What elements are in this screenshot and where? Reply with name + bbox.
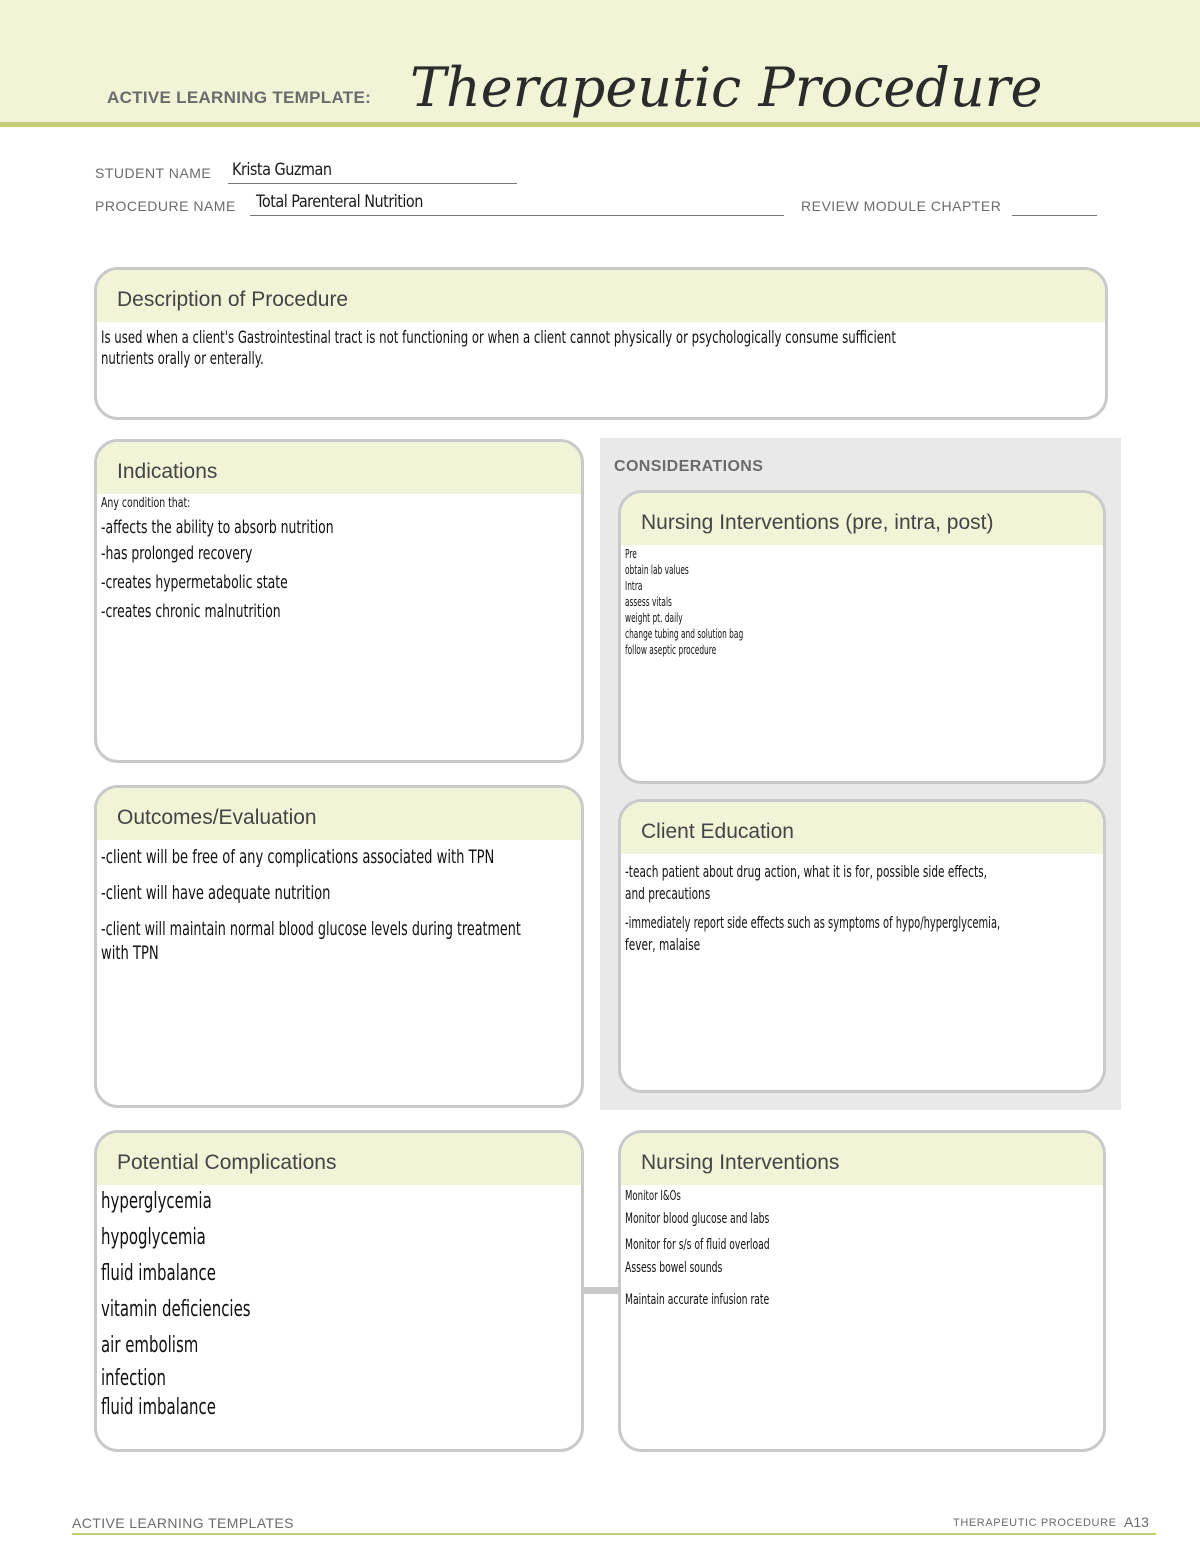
client-education-line: fever, malaise <box>625 935 701 954</box>
indications-line: Any condition that: <box>101 496 191 511</box>
complications-line: fluid imbalance <box>101 1261 216 1286</box>
box-connector <box>583 1287 621 1294</box>
client-education-title: Client Education <box>621 802 1103 854</box>
nursing-interventions-line: Maintain accurate infusion rate <box>625 1292 770 1308</box>
considerations-label: CONSIDERATIONS <box>614 458 764 475</box>
complications-line: infection <box>101 1366 166 1391</box>
nursing-pre-line: obtain lab values <box>625 563 689 577</box>
footer-right: THERAPEUTIC PROCEDURE <box>953 1517 1117 1529</box>
client-education-body <box>621 854 1103 954</box>
indications-line: -creates chronic malnutrition <box>101 601 281 622</box>
indications-box <box>94 439 584 763</box>
nursing-interventions-pre-title: Nursing Interventions (pre, intra, post) <box>621 493 1103 545</box>
template-label: ACTIVE LEARNING TEMPLATE: <box>107 88 372 107</box>
complications-body <box>97 1185 581 1420</box>
client-education-box <box>618 799 1106 1093</box>
complications-line: hypoglycemia <box>101 1225 206 1250</box>
outcomes-box <box>94 785 584 1108</box>
description-body <box>97 322 1105 369</box>
nursing-interventions-title: Nursing Interventions <box>621 1133 1103 1185</box>
page-number: A13 <box>1124 1514 1149 1530</box>
complications-box <box>94 1130 584 1452</box>
client-education-line: -teach patient about drug action, what it is for, possible side effects, <box>625 862 987 881</box>
nursing-interventions-box <box>618 1130 1106 1452</box>
nursing-pre-line: follow aseptic procedure <box>625 643 717 657</box>
header-rule <box>0 122 1200 127</box>
review-module-label: REVIEW MODULE CHAPTER <box>801 198 1002 214</box>
complications-line: hyperglycemia <box>101 1189 212 1214</box>
description-line: nutrients orally or enterally. <box>101 349 264 369</box>
outcomes-body <box>97 840 581 964</box>
description-title: Description of Procedure <box>97 270 1105 322</box>
nursing-interventions-body <box>621 1185 1103 1308</box>
indications-line: -affects the ability to absorb nutrition <box>101 517 334 538</box>
nursing-pre-line: weight pt. daily <box>625 611 683 625</box>
procedure-name-label: PROCEDURE NAME <box>95 198 236 214</box>
nursing-pre-line: Intra <box>625 579 643 593</box>
nursing-interventions-line: Monitor for s/s of fluid overload <box>625 1237 770 1253</box>
description-line: Is used when a client's Gastrointestinal tract is not functioning or when a client cannot physically or psychologically consume sufficient <box>101 328 896 348</box>
page-title: Therapeutic Procedure <box>410 56 1043 119</box>
indications-line: -has prolonged recovery <box>101 543 253 564</box>
nursing-interventions-pre-box <box>618 490 1106 784</box>
nursing-interventions-line: Monitor blood glucose and labs <box>625 1211 770 1227</box>
review-module-line[interactable] <box>1012 196 1097 216</box>
student-name-label: STUDENT NAME <box>95 165 212 181</box>
nursing-pre-line: Pre <box>625 547 637 561</box>
outcomes-line: -client will be free of any complications associated with TPN <box>101 846 495 868</box>
outcomes-line: -client will maintain normal blood glucose levels during treatment <box>101 918 521 940</box>
description-box <box>94 267 1108 420</box>
indications-line: -creates hypermetabolic state <box>101 572 288 593</box>
indications-title: Indications <box>97 442 581 494</box>
outcomes-line: -client will have adequate nutrition <box>101 882 331 904</box>
nursing-interventions-line: Assess bowel sounds <box>625 1260 723 1276</box>
complications-line: air embolism <box>101 1333 199 1358</box>
nursing-interventions-line: Monitor I&Os <box>625 1189 681 1204</box>
student-name-value: Krista Guzman <box>232 160 332 180</box>
footer-rule <box>72 1533 1156 1535</box>
outcomes-line: with TPN <box>101 942 159 964</box>
client-education-line: and precautions <box>625 884 711 903</box>
nursing-interventions-pre-body <box>621 545 1103 657</box>
outcomes-title: Outcomes/Evaluation <box>97 788 581 840</box>
procedure-name-value: Total Parenteral Nutrition <box>256 192 423 212</box>
complications-title: Potential Complications <box>97 1133 581 1185</box>
nursing-pre-line: change tubing and solution bag <box>625 627 744 641</box>
indications-body <box>97 494 581 622</box>
nursing-pre-line: assess vitals <box>625 595 672 609</box>
complications-line: fluid imbalance <box>101 1395 216 1420</box>
footer-left: ACTIVE LEARNING TEMPLATES <box>72 1515 294 1531</box>
complications-line: vitamin deficiencies <box>101 1297 251 1322</box>
client-education-line: -immediately report side effects such as symptoms of hypo/hyperglycemia, <box>625 913 1001 932</box>
